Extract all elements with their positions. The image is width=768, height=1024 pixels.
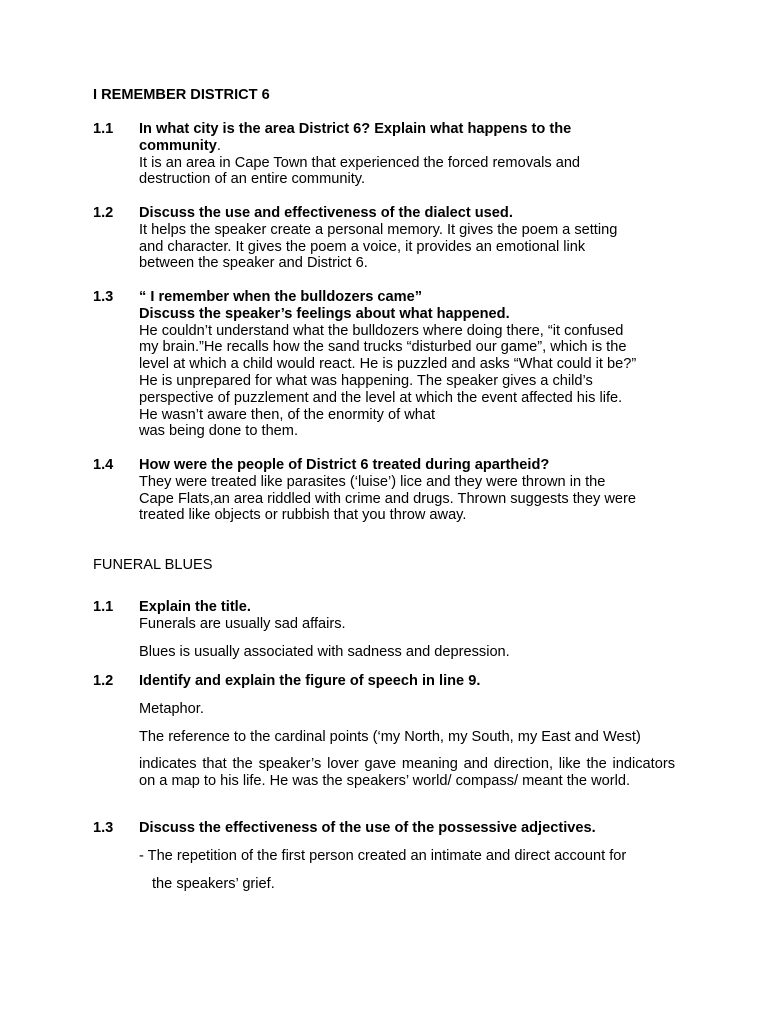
question-block — [93, 205, 683, 272]
question-number: 1.4 — [93, 457, 114, 473]
answer-line: destruction of an entire community. — [139, 171, 366, 188]
question-number: 1.1 — [93, 121, 114, 137]
question-text: Explain the title. — [139, 599, 251, 615]
answer-line: treated like objects or rubbish that you throw away. — [139, 507, 467, 524]
answer-line: He wasn’t aware then, of the enormity of what — [139, 406, 436, 423]
answer-line: Metaphor. — [139, 700, 204, 717]
question-number: 1.2 — [93, 673, 114, 689]
answer-line: It is an area in Cape Town that experienced the forced removals and — [139, 154, 581, 171]
answer-line: and character. It gives the poem a voice, it provides an emotional link — [139, 238, 586, 255]
answer-line: Cape Flats,an area riddled with crime and drugs. Thrown suggests they were — [139, 490, 636, 507]
question-text: Discuss the use and effectiveness of the dialect used. — [139, 205, 513, 221]
question-number: 1.3 — [93, 289, 114, 305]
question-block — [93, 121, 683, 188]
answer-line: They were treated like parasites (‘luise’) lice and they were thrown in the — [139, 473, 606, 490]
answer-line: - The repetition of the first person created an intimate and direct account for — [139, 847, 627, 864]
answer-line: Blues is usually associated with sadness and depression. — [139, 643, 510, 660]
answer-line: my brain.”He recalls how the sand trucks “disturbed our game”, which is the — [139, 339, 627, 356]
question-text: How were the people of District 6 treated during apartheid? — [139, 457, 550, 473]
question-text-cont: community. — [139, 137, 221, 154]
answer-paragraph: indicates that the speaker’s lover gave meaning and direction, like the indicators on a map to his life. He was the speakers’ world/ compass/ meant the world. — [139, 756, 675, 790]
question-number: 1.3 — [93, 820, 114, 836]
answer-line: the speakers’ grief. — [152, 875, 275, 892]
question-quote: “ I remember when the bulldozers came” — [139, 289, 423, 305]
section-title-funeral-blues: FUNERAL BLUES — [93, 557, 213, 573]
question-number: 1.1 — [93, 599, 114, 615]
question-text: Discuss the effectiveness of the use of the possessive adjectives. — [139, 820, 596, 836]
answer-line: was being done to them. — [139, 423, 299, 440]
question-number: 1.2 — [93, 205, 114, 221]
answer-line: The reference to the cardinal points (‘my North, my South, my East and West) — [139, 728, 641, 745]
answer-line: between the speaker and District 6. — [139, 255, 368, 272]
answer-line: He couldn’t understand what the bulldozers where doing there, “it confused — [139, 322, 624, 339]
question-block — [93, 457, 683, 524]
question-text: Discuss the speaker’s feelings about what happened. — [139, 305, 510, 322]
question-block — [93, 820, 683, 892]
answer-line: perspective of puzzlement and the level at which the event affected his life. — [139, 389, 623, 406]
answer-line: Funerals are usually sad affairs. — [139, 615, 346, 632]
question-text: Identify and explain the figure of speech in line 9. — [139, 673, 481, 689]
answer-line: level at which a child would react. He is puzzled and asks “What could it be?” — [139, 356, 637, 373]
question-block — [93, 599, 683, 660]
question-text: In what city is the area District 6? Explain what happens to the — [139, 121, 572, 137]
section-title-district-6: I REMEMBER DISTRICT 6 — [93, 87, 270, 103]
question-block — [93, 673, 683, 790]
question-block — [93, 289, 683, 440]
answer-line: He is unprepared for what was happening. The speaker gives a child’s — [139, 372, 593, 389]
answer-line: It helps the speaker create a personal memory. It gives the poem a setting — [139, 221, 618, 238]
